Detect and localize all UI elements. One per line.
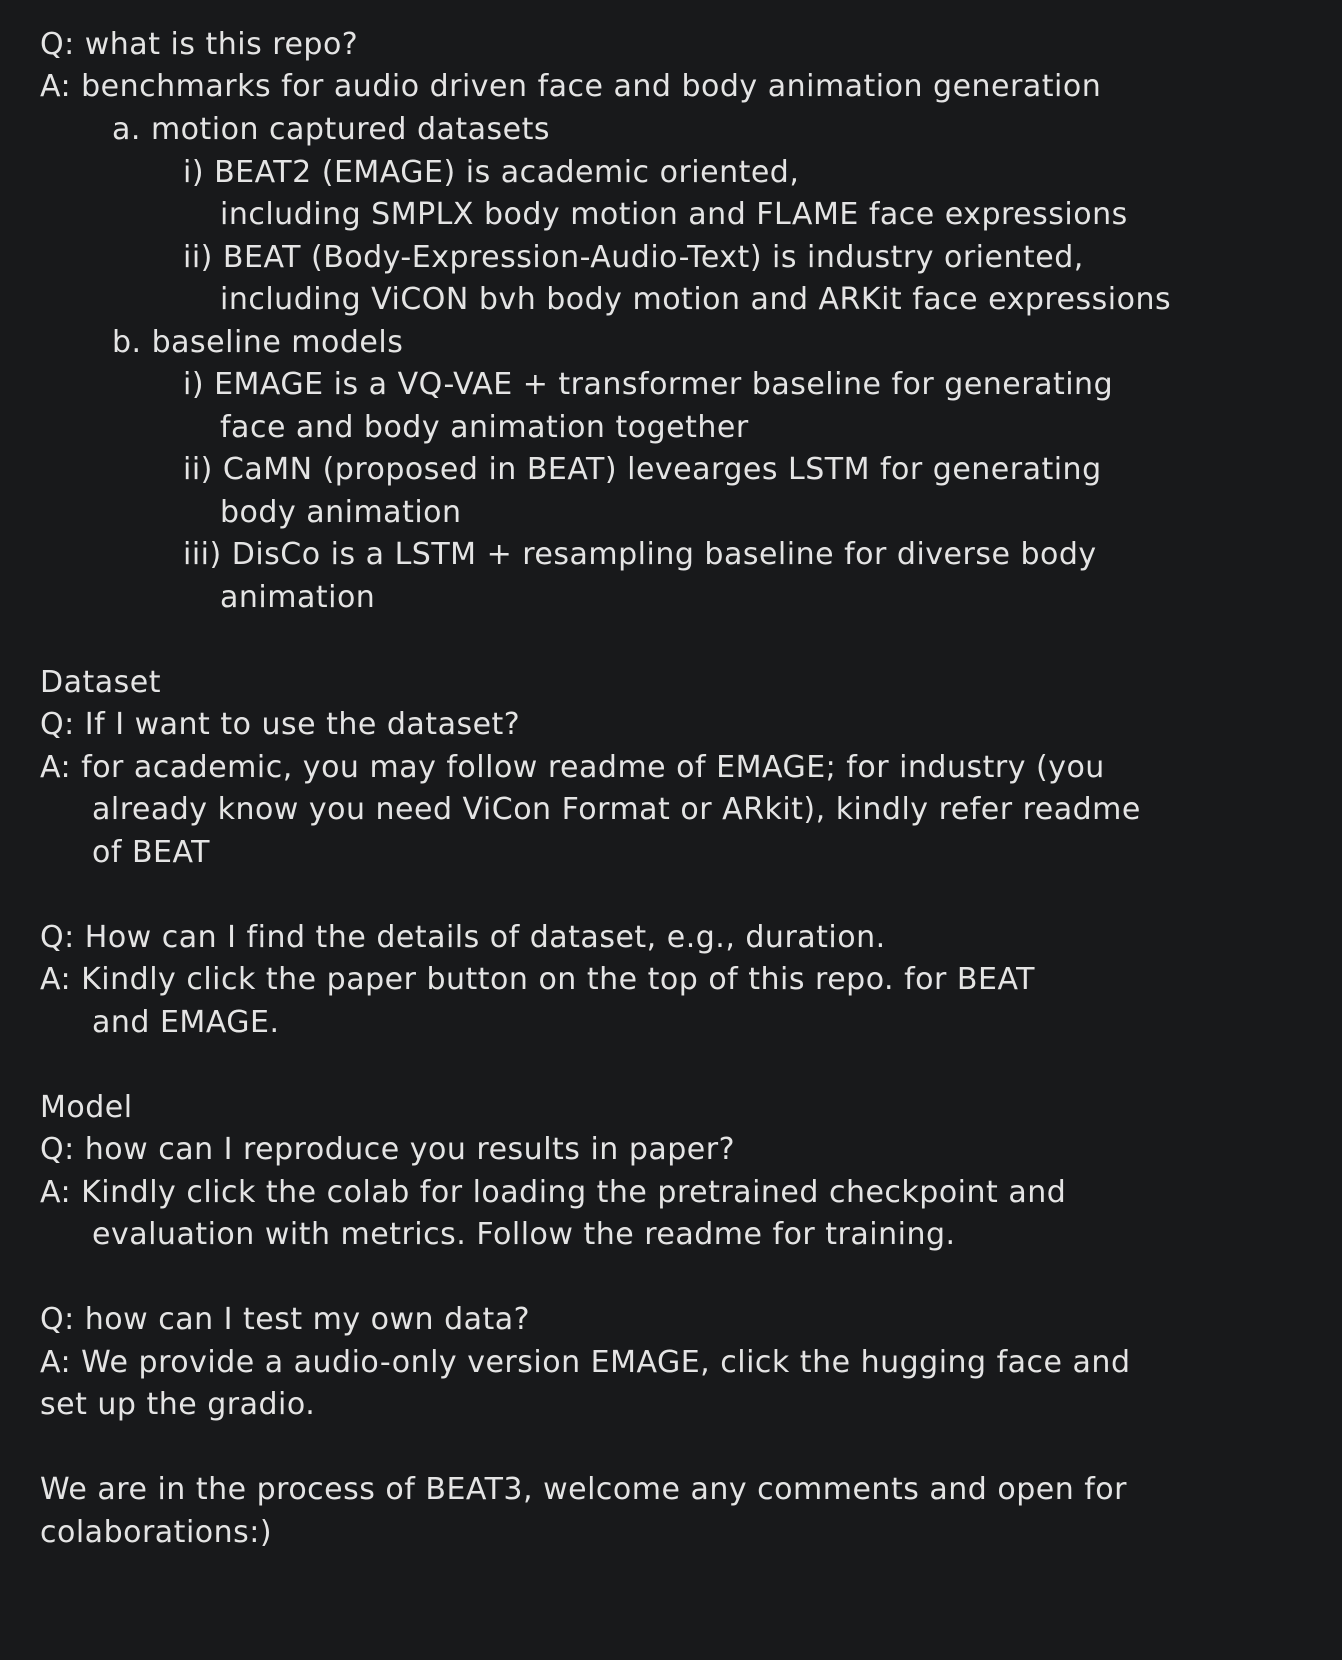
list-item: iii) DisCo is a LSTM + resampling baseline for diverse body	[183, 537, 1097, 572]
datasets-heading: a. motion captured datasets	[112, 112, 550, 147]
model-answer-2-continuation: set up the gradio.	[40, 1387, 316, 1422]
model-answer-1-continuation: evaluation with metrics. Follow the readme for training.	[92, 1217, 956, 1252]
intro-question: Q: what is this repo?	[40, 27, 359, 62]
dataset-answer-1: A: for academic, you may follow readme of EMAGE; for industry (you	[40, 750, 1105, 785]
closing-line: colaborations:)	[40, 1515, 273, 1550]
list-item: i) BEAT2 (EMAGE) is academic oriented,	[183, 155, 800, 190]
model-answer-2: A: We provide a audio-only version EMAGE, click the hugging face and	[40, 1345, 1131, 1380]
intro-answer: A: benchmarks for audio driven face and body animation generation	[40, 69, 1102, 104]
list-item-continuation: face and body animation together	[220, 410, 749, 445]
dataset-question-2: Q: How can I find the details of dataset, e.g., duration.	[40, 920, 886, 955]
list-item: ii) CaMN (proposed in BEAT) levearges LSTM for generating	[183, 452, 1102, 487]
list-item: ii) BEAT (Body-Expression-Audio-Text) is industry oriented,	[183, 240, 1084, 275]
dataset-answer-1-continuation: of BEAT	[92, 835, 211, 870]
list-item-continuation: including ViCON bvh body motion and ARKit face expressions	[220, 282, 1172, 317]
dataset-answer-1-continuation: already know you need ViCon Format or ARkit), kindly refer readme	[92, 792, 1141, 827]
dataset-heading: Dataset	[40, 665, 161, 700]
dataset-answer-2-continuation: and EMAGE.	[92, 1005, 280, 1040]
dataset-question-1: Q: If I want to use the dataset?	[40, 707, 521, 742]
baselines-heading: b. baseline models	[112, 325, 404, 360]
model-heading: Model	[40, 1090, 133, 1125]
model-question-2: Q: how can I test my own data?	[40, 1302, 531, 1337]
list-item: i) EMAGE is a VQ-VAE + transformer baseline for generating	[183, 367, 1114, 402]
dataset-answer-2: A: Kindly click the paper button on the top of this repo. for BEAT	[40, 962, 1035, 997]
list-item-continuation: body animation	[220, 495, 462, 530]
list-item-continuation: animation	[220, 580, 376, 615]
closing-line: We are in the process of BEAT3, welcome any comments and open for	[40, 1472, 1127, 1507]
list-item-continuation: including SMPLX body motion and FLAME face expressions	[220, 197, 1128, 232]
model-answer-1: A: Kindly click the colab for loading the pretrained checkpoint and	[40, 1175, 1067, 1210]
model-question-1: Q: how can I reproduce you results in paper?	[40, 1132, 736, 1167]
